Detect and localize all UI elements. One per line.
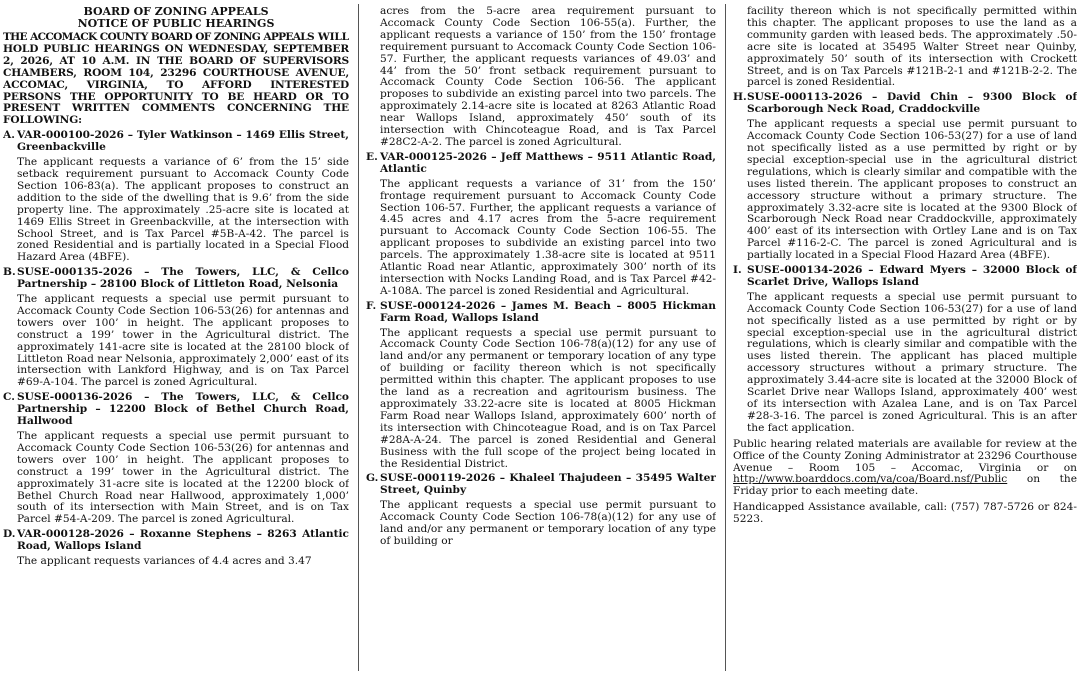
- intro-paragraph: [3, 32, 349, 127]
- item-body: The applicant requests a special use permit pursuant to Accomack County Code Section 106-53(27) for a use of land not specifically listed as a use permitted by right or by special exception-special use in the agricultural district regulations, which is clearly similar and compatible with the uses listed therein. The applicant has placed multiple accessory structures without a primary structure. The approximately 3.44-acre site is located at the 32000 Block of Scarlet Drive near Wallops Island, approximately 400’ west of its intersection with Azalea Lane, and is on Tax Parcel #28-3-16. The parcel is zoned Agricultural. This is an after the fact application.: [747, 290, 1077, 434]
- hearing-item-i: [733, 265, 1077, 435]
- notice-title: NOTICE OF PUBLIC HEARINGS: [77, 17, 275, 30]
- notice-heading: [3, 6, 349, 30]
- item-letter: A.: [3, 129, 15, 142]
- column-3: [733, 6, 1077, 669]
- hearing-item-h: [733, 92, 1077, 262]
- hearing-item-e: [366, 152, 716, 298]
- column-2: [366, 6, 716, 669]
- item-body: The applicant requests a special use permit pursuant to Accomack County Code Section 106-53(26) for antennas and towers over 100’ in height. The applicant proposes to construct a 199’ tower in the Agricultural district. The approximately 141-acre site is located at the 28100 block of Littleton Road near Nelsonia, approximately 2,000’ east of its intersection with Lankford Highway, and is on Tax Parcel #69-A-104. The parcel is zoned Agricultural.: [17, 293, 349, 389]
- item-title: SUSE-000135-2026 – The Towers, LLC, & Cellco Partnership – 28100 Block of Littleton Road, Nelsonia: [17, 266, 349, 291]
- item-title: VAR-000100-2026 – Tyler Watkinson – 1469 Ellis Street, Greenbackville: [17, 129, 349, 154]
- column-1: [3, 6, 349, 669]
- item-letter: I.: [733, 264, 742, 277]
- hearing-item-b: [3, 267, 349, 389]
- item-letter: B.: [3, 266, 16, 279]
- item-body-continued: acres from the 5-acre area requirement pursuant to Accomack County Code Section 106-55(a). Further, the applicant requests a variance of 150’ from the 150’ frontage requirement pursuant to Accomack County Code Section 106-57. Further, the applicant requests variances of 49.03’ and 44’ from the 50’ front setback requirement pursuant to Accomack County Code Section 106-56. The applicant proposes to subdivide an existing parcel into two parcels. The approximately 2.14-acre site is located at 8263 Atlantic Road near Wallops Island, approximately 450’ south of its intersection with Chincoteague Road, and is Tax Parcel #28C2-A-2. The parcel is zoned Agricultural.: [380, 6, 716, 148]
- item-title: SUSE-000136-2026 – The Towers, LLC, & Cellco Partnership – 12200 Block of Bethel Church Road, Hallwood: [17, 391, 349, 428]
- item-title: VAR-000128-2026 – Roxanne Stephens – 8263 Atlantic Road, Wallops Island: [17, 528, 349, 553]
- materials-text-end: on the Friday prior to each meeting date.: [733, 473, 1077, 498]
- item-letter: H.: [733, 91, 747, 104]
- boarddocs-link[interactable]: http://www.boarddocs.com/va/coa/Board.nsf/Public: [733, 473, 1008, 486]
- intro-board-name: THE ACCOMACK COUNTY BOARD OF ZONING APPEALS: [3, 31, 314, 43]
- item-body: The applicant requests a special use permit pursuant to Accomack County Code Section 106-53(26) for antennas and towers over 100’ in height. The applicant proposes to construct a 199’ tower in the Agricultural district. The approximately 31-acre site is located at the 12200 block of Bethel Church Road near Hallwood, approximately 1,000’ south of its intersection with Main Street, and is on Tax Parcel #54-A-209. The parcel is zoned Agricultural.: [17, 430, 349, 526]
- intro-text: WILL HOLD PUBLIC HEARINGS ON WEDNESDAY, SEPTEMBER 2, 2026, AT 10 A.M. IN THE BOARD OF SUPERVISORS CHAMBERS, ROOM 104, 23296 COURTHOUSE AVENUE, ACCOMAC, VIRGINIA, TO AFFORD INTERESTED PERSONS THE OPPORTUNITY TO BE HEARD OR TO PRESENT WRITTEN COMMENTS CONCERNING THE FOLLOWING:: [3, 31, 349, 127]
- item-title: SUSE-000119-2026 – Khaleel Thajudeen – 35495 Walter Street, Quinby: [380, 472, 716, 497]
- hearing-item-c: [3, 392, 349, 526]
- hearing-item-a: [3, 130, 349, 264]
- item-body: The applicant requests a special use permit pursuant to Accomack County Code Section 106-78(a)(12) for any use of land and/or any permanent or temporary location of any type of building or: [380, 499, 716, 547]
- item-body: The applicant requests a variance of 31’ from the 150’ frontage requirement pursuant to Accomack County Code Section 106-57. Further, the applicant requests a variance of 4.45 acres and 4.17 acres from the 5-acre requirement pursuant to Accomack County Code Section 106-55. The applicant proposes to subdivide an existing parcel into two parcels. The approximately 1.38-acre site is located at 9511 Atlantic Road near Atlantic, approximately 300’ north of its intersection with Nocks Landing Road, and is Tax Parcel #42-A-108A. The parcel is zoned Residential and Agricultural.: [380, 177, 716, 297]
- item-body-continued: facility thereon which is not specifically permitted within this chapter. The applicant proposes to use the land as a community garden with leased beds. The approximately .50-acre site is located at 35495 Walter Street near Quinby, approximately 50’ south of its intersection with Crockett Street, and is on Tax Parcels #121B-2-1 and #121B-2-2. The parcel is zoned Residential.: [747, 6, 1077, 89]
- materials-availability-note: [733, 439, 1077, 499]
- item-title: VAR-000125-2026 – Jeff Matthews – 9511 Atlantic Road, Atlantic: [380, 150, 716, 175]
- item-title: SUSE-000113-2026 – David Chin – 9300 Block of Scarborough Neck Road, Craddockville: [747, 91, 1077, 116]
- item-body: The applicant requests a variance of 6’ from the 15’ side setback requirement pursuant to Accomack County Code Section 106-83(a). The applicant proposes to construct an addition to the side of the dwelling that is 9.6’ from the side property line. The approximately .25-acre site is located at 1469 Ellis Street in Greenbackville, at the intersection with School Street, and is Tax Parcel #5B-A-42. The parcel is zoned Residential and is partially located in a Special Flood Hazard Area (4BFE).: [17, 156, 349, 264]
- column-divider: [358, 4, 359, 671]
- item-body: The applicant requests a special use permit pursuant to Accomack County Code Section 106-78(a)(12) for any use of land and/or any permanent or temporary location of any type of building or facility thereon which is not specifically permitted within this chapter. The applicant proposes to use the land as a recreation and agritourism business. The approximately 33.22-acre site is located at 8005 Hickman Farm Road near Wallops Island, approximately 600’ north of its intersection with Chincoteague Road, and is on Tax Parcel #28A-A-24. The parcel is zoned Residential and General Business with the full scope of the project being located in the Residential District.: [380, 326, 716, 470]
- item-letter: E.: [366, 150, 378, 163]
- hearing-item-g: [366, 473, 716, 547]
- item-letter: F.: [366, 299, 377, 312]
- item-body: The applicant requests variances of 4.4 acres and 3.47: [17, 555, 312, 568]
- item-title: SUSE-000124-2026 – James M. Beach – 8005 Hickman Farm Road, Wallops Island: [380, 299, 716, 324]
- board-title: BOARD OF ZONING APPEALS: [83, 6, 269, 18]
- hearing-item-f: [366, 301, 716, 471]
- materials-text: Public hearing related materials are available for review at the Office of the County Zoning Administrator at 23296 Courthouse Avenue – Room 105 – Accomac, Virginia or on: [733, 437, 1077, 474]
- column-divider: [725, 4, 726, 671]
- hearing-item-d: [3, 529, 349, 568]
- item-letter: D.: [3, 528, 16, 541]
- item-letter: G.: [366, 472, 379, 485]
- item-body: The applicant requests a special use permit pursuant to Accomack County Code Section 106-53(27) for a use of land not specifically listed as a use permitted by right or by special exception-special use in the agricultural district regulations, which is clearly similar and compatible with the uses listed therein. The applicant proposes to construct an accessory structure without a primary structure. The approximately 3.32-acre site is located at the 9300 Block of Scarborough Neck Road near Craddockville, approximately 400’ east of its intersection with Ortley Lane and is on Tax Parcel #116-2-C. The parcel is zoned Agricultural and is partially located in a Special Flood Hazard Area (4BFE).: [747, 118, 1077, 262]
- item-letter: C.: [3, 391, 15, 404]
- handicapped-assistance-note: Handicapped Assistance available, call: (757) 787-5726 or 824-5223.: [733, 501, 1077, 526]
- item-title: SUSE-000134-2026 – Edward Myers – 32000 Block of Scarlet Drive, Wallops Island: [747, 264, 1077, 288]
